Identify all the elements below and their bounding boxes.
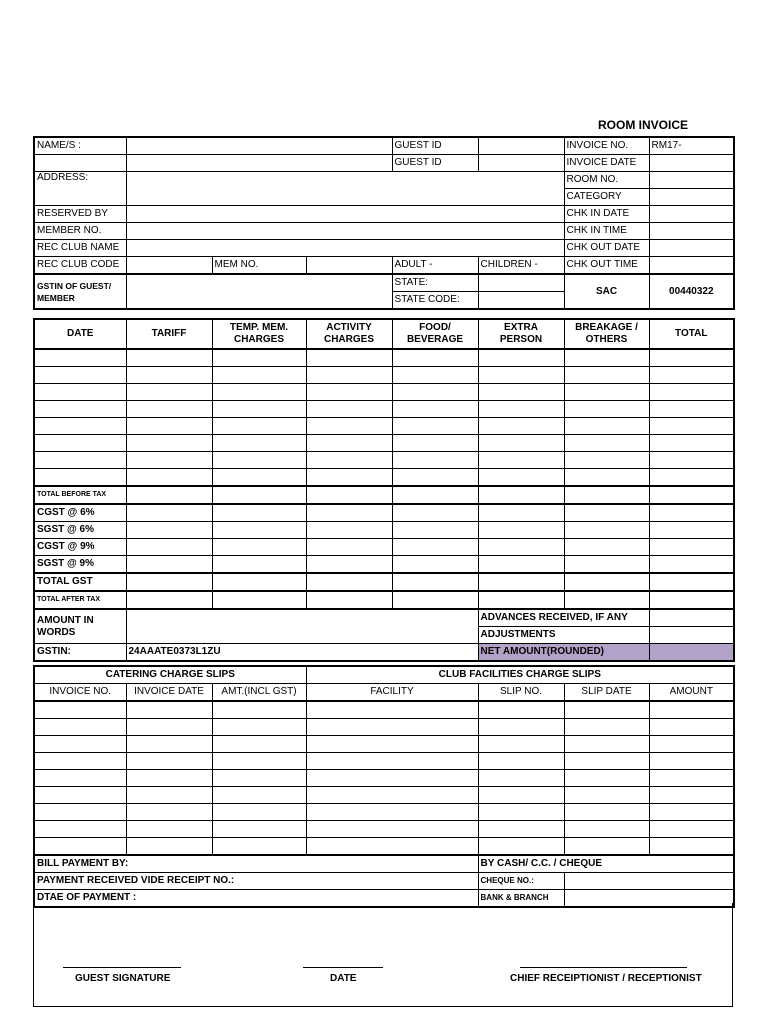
adjustments-field[interactable] (649, 627, 734, 644)
table-row (34, 719, 734, 736)
cell[interactable] (126, 719, 212, 736)
cell[interactable] (564, 701, 649, 719)
by-cash-label: BY CASH/ C.C. / CHEQUE (478, 855, 734, 873)
cell[interactable] (478, 452, 564, 469)
address-field[interactable] (126, 172, 564, 206)
cell[interactable] (392, 401, 478, 418)
cell[interactable] (212, 556, 306, 574)
cell[interactable] (212, 753, 306, 770)
cell[interactable] (126, 504, 212, 522)
slip-col-invoice-date: INVOICE DATE (126, 684, 212, 702)
chk-in-date-label: CHK IN DATE (564, 206, 649, 223)
cell[interactable] (478, 418, 564, 435)
gstin-guest-label: GSTIN OF GUEST/ MEMBER (34, 274, 126, 309)
cell[interactable] (306, 435, 392, 452)
cell[interactable] (126, 401, 212, 418)
cell[interactable] (478, 401, 564, 418)
cell[interactable] (649, 753, 734, 770)
cell[interactable] (564, 821, 649, 838)
receipt-no-label: PAYMENT RECEIVED VIDE RECEIPT NO.: (34, 873, 478, 890)
col-temp-mem-charges: TEMP. MEM. CHARGES (212, 319, 306, 349)
gstin-value: 24AAATE0373L1ZU (126, 644, 478, 662)
cell[interactable] (306, 821, 478, 838)
table-row (34, 804, 734, 821)
cell[interactable] (306, 804, 478, 821)
cell[interactable] (212, 452, 306, 469)
cell[interactable] (126, 787, 212, 804)
cell[interactable] (34, 821, 126, 838)
slip-col-amount: AMOUNT (649, 684, 734, 702)
cell[interactable] (34, 787, 126, 804)
cell[interactable] (306, 573, 392, 591)
cell[interactable] (212, 384, 306, 401)
sac-value: 00440322 (649, 274, 734, 309)
guest-id-label-2: GUEST ID (392, 155, 478, 172)
cell[interactable] (212, 349, 306, 367)
cell[interactable] (478, 838, 564, 856)
cell[interactable] (649, 486, 734, 504)
net-amount-label: NET AMOUNT(ROUNDED) (478, 644, 649, 662)
chk-out-time-label: CHK OUT TIME (564, 257, 649, 275)
cell[interactable] (564, 349, 649, 367)
chk-out-time-field[interactable] (649, 257, 734, 275)
adult-label: ADULT - (392, 257, 478, 275)
cell[interactable] (126, 539, 212, 556)
cell[interactable] (649, 435, 734, 452)
cell[interactable] (478, 719, 564, 736)
cell[interactable] (212, 719, 306, 736)
col-extra-person: EXTRA PERSON (478, 319, 564, 349)
reserved-by-field[interactable] (126, 206, 564, 223)
cell[interactable] (478, 787, 564, 804)
chk-out-date-field[interactable] (649, 240, 734, 257)
cell[interactable] (306, 719, 478, 736)
cell[interactable] (478, 753, 564, 770)
cell[interactable] (564, 591, 649, 609)
cell[interactable] (212, 591, 306, 609)
member-no-label: MEMBER NO. (34, 223, 126, 240)
amount-in-words-field[interactable] (126, 609, 478, 644)
cell[interactable] (126, 367, 212, 384)
cell[interactable] (126, 591, 212, 609)
cell[interactable] (564, 573, 649, 591)
cell[interactable] (306, 486, 392, 504)
cell[interactable] (649, 821, 734, 838)
slip-col-facility: FACILITY (306, 684, 478, 702)
cell[interactable] (564, 539, 649, 556)
cell[interactable] (34, 753, 126, 770)
names-field-2[interactable] (126, 155, 392, 172)
cell[interactable] (392, 573, 478, 591)
col-tariff: TARIFF (126, 319, 212, 349)
cell[interactable] (306, 522, 392, 539)
cell[interactable] (212, 367, 306, 384)
rec-club-name-label: REC CLUB NAME (34, 240, 126, 257)
cell[interactable] (564, 719, 649, 736)
names-field[interactable] (126, 137, 392, 155)
guest-id-label: GUEST ID (392, 137, 478, 155)
cell[interactable] (34, 838, 126, 856)
cell[interactable] (126, 556, 212, 574)
cell[interactable] (306, 469, 392, 487)
sgst-6-label: SGST @ 6% (34, 522, 126, 539)
cell[interactable] (649, 469, 734, 487)
cheque-no-field[interactable] (564, 873, 734, 890)
cell[interactable] (478, 804, 564, 821)
cell[interactable] (306, 384, 392, 401)
cell[interactable] (478, 591, 564, 609)
cell[interactable] (564, 452, 649, 469)
cell[interactable] (212, 736, 306, 753)
club-facilities-title: CLUB FACILITIES CHARGE SLIPS (306, 666, 734, 684)
cell[interactable] (392, 522, 478, 539)
cell[interactable] (564, 418, 649, 435)
table-row (34, 787, 734, 804)
cell[interactable] (392, 486, 478, 504)
cell[interactable] (649, 701, 734, 719)
invoice-no-label: INVOICE NO. (564, 137, 649, 155)
catering-title: CATERING CHARGE SLIPS (34, 666, 306, 684)
cell[interactable] (306, 504, 392, 522)
chk-in-time-field[interactable] (649, 223, 734, 240)
cell[interactable] (126, 770, 212, 787)
cell[interactable] (564, 435, 649, 452)
advances-field[interactable] (649, 609, 734, 627)
cell[interactable] (564, 486, 649, 504)
cell[interactable] (649, 539, 734, 556)
cell[interactable] (306, 770, 478, 787)
cell[interactable] (34, 401, 126, 418)
cell[interactable] (34, 384, 126, 401)
cell[interactable] (564, 770, 649, 787)
cgst-6-label: CGST @ 6% (34, 504, 126, 522)
receptionist-signature-label: CHIEF RECEIPTIONIST / RECEPTIONIST (510, 973, 702, 984)
cheque-no-label: CHEQUE NO.: (478, 873, 564, 890)
cell[interactable] (392, 349, 478, 367)
cell[interactable] (392, 384, 478, 401)
cell[interactable] (212, 838, 306, 856)
guest-id-field-2[interactable] (478, 155, 564, 172)
cell[interactable] (564, 384, 649, 401)
gstin-guest-field[interactable] (126, 274, 392, 309)
cell[interactable] (212, 504, 306, 522)
cell[interactable] (126, 435, 212, 452)
cell[interactable] (126, 349, 212, 367)
cell[interactable] (34, 452, 126, 469)
cell[interactable] (649, 770, 734, 787)
cell[interactable] (34, 804, 126, 821)
total-gst-label: TOTAL GST (34, 573, 126, 591)
cell[interactable] (126, 418, 212, 435)
cell[interactable] (564, 804, 649, 821)
cell[interactable] (392, 452, 478, 469)
table-row (34, 452, 734, 469)
cell[interactable] (649, 401, 734, 418)
cell[interactable] (306, 787, 478, 804)
cell[interactable] (34, 770, 126, 787)
cell[interactable] (212, 821, 306, 838)
cell[interactable] (306, 591, 392, 609)
table-row (34, 401, 734, 418)
table-row (34, 838, 734, 856)
sac-label: SAC (564, 274, 649, 309)
mem-no-label: MEM NO. (212, 257, 306, 275)
cell[interactable] (564, 787, 649, 804)
bill-payment-by-label: BILL PAYMENT BY: (34, 855, 478, 873)
amount-in-words-label: AMOUNT IN WORDS (34, 609, 126, 644)
cell[interactable] (478, 504, 564, 522)
category-field[interactable] (649, 189, 734, 206)
cell[interactable] (212, 770, 306, 787)
invoice-no-value[interactable]: RM17- (649, 137, 734, 155)
cell[interactable] (212, 486, 306, 504)
mem-no-field[interactable] (306, 257, 392, 275)
cell[interactable] (649, 719, 734, 736)
reserved-by-label: RESERVED BY (34, 206, 126, 223)
children-label: CHILDREN - (478, 257, 564, 275)
table-row (34, 469, 734, 487)
cell[interactable] (478, 770, 564, 787)
state-field[interactable] (478, 274, 564, 292)
cell[interactable] (478, 469, 564, 487)
slip-col-slip-no: SLIP NO. (478, 684, 564, 702)
cell[interactable] (306, 401, 392, 418)
room-no-label: ROOM NO. (564, 172, 649, 189)
cell[interactable] (126, 736, 212, 753)
cell[interactable] (649, 787, 734, 804)
cell[interactable] (478, 556, 564, 574)
member-no-field[interactable] (126, 223, 564, 240)
cell[interactable] (306, 452, 392, 469)
cell[interactable] (392, 539, 478, 556)
slip-col-invoice-no: INVOICE NO. (34, 684, 126, 702)
cell[interactable] (126, 384, 212, 401)
cell[interactable] (649, 504, 734, 522)
cell[interactable] (649, 384, 734, 401)
cell[interactable] (212, 469, 306, 487)
cell[interactable] (34, 435, 126, 452)
cell[interactable] (392, 556, 478, 574)
cell[interactable] (34, 367, 126, 384)
cell[interactable] (649, 573, 734, 591)
cell[interactable] (306, 539, 392, 556)
rec-club-code-field[interactable] (126, 257, 212, 275)
col-activity-charges: ACTIVITY CHARGES (306, 319, 392, 349)
total-after-tax-label: TOTAL AFTER TAX (34, 591, 126, 609)
cell[interactable] (212, 522, 306, 539)
invoice-title: ROOM INVOICE (598, 118, 689, 132)
table-row (34, 821, 734, 838)
table-row (34, 770, 734, 787)
total-before-tax-label: TOTAL BEFORE TAX (34, 486, 126, 504)
state-code-label: STATE CODE: (392, 292, 478, 310)
cell[interactable] (649, 838, 734, 856)
cell[interactable] (649, 349, 734, 367)
cell[interactable] (478, 701, 564, 719)
cell[interactable] (478, 736, 564, 753)
cell[interactable] (34, 736, 126, 753)
cell[interactable] (212, 435, 306, 452)
cell[interactable] (478, 539, 564, 556)
cell[interactable] (564, 469, 649, 487)
cell[interactable] (649, 367, 734, 384)
col-food-beverage: FOOD/ BEVERAGE (392, 319, 478, 349)
cell[interactable] (649, 452, 734, 469)
table-row (34, 349, 734, 367)
cell[interactable] (34, 469, 126, 487)
charges-table (33, 318, 735, 662)
guest-id-field[interactable] (478, 137, 564, 155)
cell[interactable] (564, 504, 649, 522)
cell[interactable] (649, 736, 734, 753)
cell[interactable] (564, 736, 649, 753)
col-total: TOTAL (649, 319, 734, 349)
address-label: ADDRESS: (34, 172, 126, 206)
cell[interactable] (212, 401, 306, 418)
cell[interactable] (649, 556, 734, 574)
table-row (34, 367, 734, 384)
room-no-field[interactable] (649, 172, 734, 189)
slip-col-amt: AMT.(INCL GST) (212, 684, 306, 702)
table-row (34, 435, 734, 452)
cell[interactable] (649, 418, 734, 435)
cell[interactable] (212, 787, 306, 804)
cell[interactable] (478, 349, 564, 367)
advances-label: ADVANCES RECEIVED, IF ANY (478, 609, 649, 627)
cell[interactable] (478, 435, 564, 452)
cell[interactable] (126, 486, 212, 504)
cell[interactable] (649, 804, 734, 821)
slips-table (33, 665, 735, 908)
cell[interactable] (564, 367, 649, 384)
cell[interactable] (34, 701, 126, 719)
guest-info-table (33, 136, 735, 310)
col-breakage-others: BREAKAGE / OTHERS (564, 319, 649, 349)
cell[interactable] (212, 418, 306, 435)
date-signature-label: DATE (330, 973, 357, 984)
cell[interactable] (34, 719, 126, 736)
cell[interactable] (212, 539, 306, 556)
cell[interactable] (564, 401, 649, 418)
rec-club-code-label: REC CLUB CODE (34, 257, 126, 275)
guest-signature-line[interactable] (63, 967, 181, 968)
names-label: NAME/S : (34, 137, 126, 155)
cell[interactable] (392, 469, 478, 487)
table-row (34, 418, 734, 435)
cell[interactable] (34, 349, 126, 367)
gstin-label: GSTIN: (34, 644, 126, 662)
cell[interactable] (392, 367, 478, 384)
names-label-blank (34, 155, 126, 172)
category-label: CATEGORY (564, 189, 649, 206)
cell[interactable] (564, 753, 649, 770)
invoice-date-field[interactable] (649, 155, 734, 172)
cell[interactable] (126, 804, 212, 821)
cell[interactable] (126, 573, 212, 591)
cell[interactable] (212, 573, 306, 591)
cell[interactable] (392, 591, 478, 609)
cell[interactable] (212, 804, 306, 821)
cell[interactable] (212, 701, 306, 719)
cell[interactable] (306, 349, 392, 367)
sgst-9-label: SGST @ 9% (34, 556, 126, 574)
cell[interactable] (306, 418, 392, 435)
receptionist-signature-line[interactable] (520, 967, 687, 968)
cell[interactable] (478, 384, 564, 401)
signature-area (33, 903, 733, 1007)
cell[interactable] (478, 486, 564, 504)
adjustments-label: ADJUSTMENTS (478, 627, 649, 644)
cell[interactable] (306, 367, 392, 384)
cell[interactable] (478, 573, 564, 591)
cell[interactable] (649, 522, 734, 539)
slip-col-slip-date: SLIP DATE (564, 684, 649, 702)
cell[interactable] (126, 753, 212, 770)
cgst-9-label: CGST @ 9% (34, 539, 126, 556)
cell[interactable] (306, 701, 478, 719)
cell[interactable] (478, 821, 564, 838)
cell[interactable] (126, 522, 212, 539)
cell[interactable] (392, 504, 478, 522)
col-date: DATE (34, 319, 126, 349)
cell[interactable] (649, 591, 734, 609)
net-amount-field[interactable] (649, 644, 734, 662)
chk-out-date-label: CHK OUT DATE (564, 240, 649, 257)
cell[interactable] (564, 838, 649, 856)
state-code-field[interactable] (478, 292, 564, 310)
cell[interactable] (126, 469, 212, 487)
cell[interactable] (306, 556, 392, 574)
table-row (34, 753, 734, 770)
cell[interactable] (126, 452, 212, 469)
table-row (34, 384, 734, 401)
bank-branch-label: BANK & BRANCH (478, 890, 564, 908)
chk-in-time-label: CHK IN TIME (564, 223, 649, 240)
cell[interactable] (306, 736, 478, 753)
date-signature-line[interactable] (303, 967, 383, 968)
cell[interactable] (478, 522, 564, 539)
cell[interactable] (478, 367, 564, 384)
invoice-date-label: INVOICE DATE (564, 155, 649, 172)
cell[interactable] (564, 556, 649, 574)
cell[interactable] (126, 701, 212, 719)
guest-signature-label: GUEST SIGNATURE (75, 973, 171, 984)
cell[interactable] (306, 838, 478, 856)
cell[interactable] (34, 418, 126, 435)
chk-in-date-field[interactable] (649, 206, 734, 223)
cell[interactable] (392, 418, 478, 435)
cell[interactable] (126, 838, 212, 856)
table-row (34, 701, 734, 719)
state-label: STATE: (392, 274, 478, 292)
cell[interactable] (392, 435, 478, 452)
cell[interactable] (126, 821, 212, 838)
table-row (34, 736, 734, 753)
cell[interactable] (564, 522, 649, 539)
cell[interactable] (306, 753, 478, 770)
date-of-payment-label: DTAE OF PAYMENT : (34, 890, 478, 908)
rec-club-name-field[interactable] (126, 240, 564, 257)
